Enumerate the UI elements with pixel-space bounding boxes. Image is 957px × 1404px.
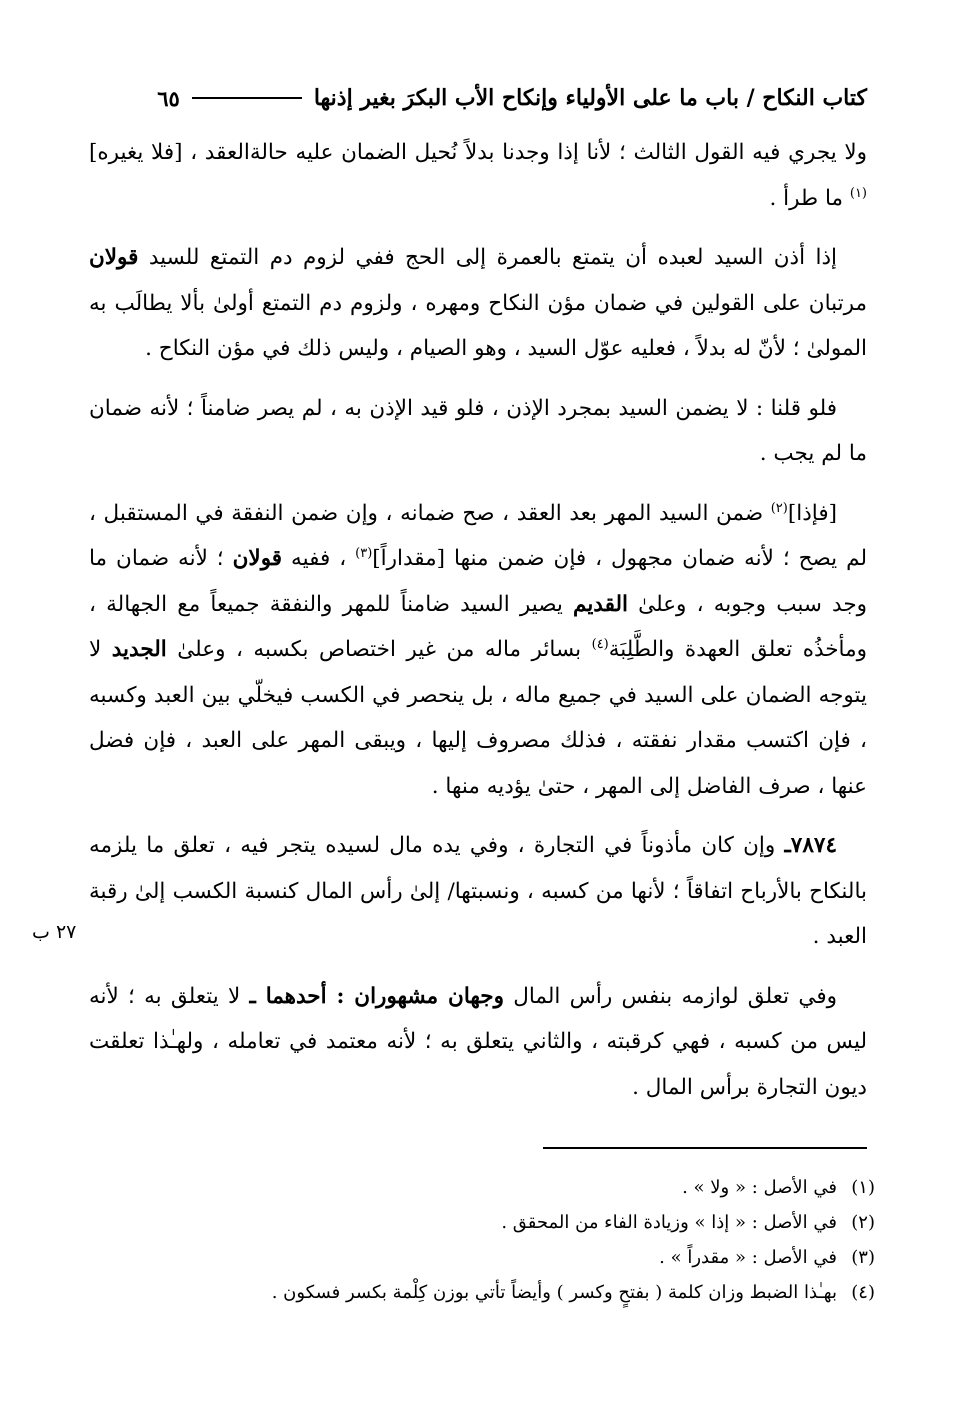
text-run: ما طرأ . bbox=[769, 185, 850, 211]
text-run: [فإذا] bbox=[787, 500, 837, 526]
paragraph-4 bbox=[89, 491, 867, 810]
bold-term: الجديد bbox=[111, 637, 167, 662]
bold-term: القديم bbox=[573, 591, 628, 617]
footnote-2 bbox=[85, 1205, 875, 1240]
header-rule bbox=[192, 97, 302, 99]
footnote-number: (٤) bbox=[851, 1282, 875, 1303]
text-run: وإن كان مأذوناً في التجارة ، وفي يده مال لسيده يتجر فيه ، تعلق ما يلزمه بالنكاح بالأرباح اتفاقاً ؛ لأنها من كسبه ، ونسبتها/ إلىٰ رأس المال كنسبة الكسب إلىٰ رقبة العبد . bbox=[89, 833, 867, 949]
footnote-text: في الأصل : « مقدراً » . bbox=[659, 1247, 837, 1268]
footnote-4 bbox=[85, 1275, 875, 1310]
footnote-ref-4[interactable]: (٤) bbox=[591, 636, 609, 652]
text-run: ؛ لأنه ضمان ما وجد سبب وجوبه ، وعلىٰ bbox=[89, 546, 867, 617]
bold-term: وجهان مشهوران : أحدهما ـ bbox=[249, 983, 504, 1009]
footnote-ref-2[interactable]: (٢) bbox=[770, 500, 788, 516]
main-text bbox=[89, 130, 867, 1110]
manuscript-folio-marker: ٢٧ ب bbox=[32, 921, 77, 943]
footnote-number: (٢) bbox=[851, 1212, 875, 1233]
paragraph-3 bbox=[89, 386, 867, 477]
footnote-number: (٣) bbox=[851, 1247, 875, 1268]
text-run: ، ففيه bbox=[282, 546, 356, 571]
page-number: ٦٥ bbox=[157, 85, 180, 111]
paragraph-2 bbox=[89, 235, 867, 372]
text-run: فلو قلنا : لا يضمن السيد بمجرد الإذن ، فلو قيد الإذن به ، لم يصر ضامناً ؛ لأنه ضمان ما لم يجب . bbox=[89, 395, 867, 466]
paragraph-5 bbox=[89, 823, 867, 960]
text-run: ضمن السيد المهر بعد العقد ، صح ضمانه ، وإن ضمن النفقة في المستقبل ، لم يصح ؛ لأنه ضمان مجهول ، فإن ضمن منها [مقداراً] bbox=[89, 500, 867, 571]
footnote-text: في الأصل : « ولا » . bbox=[682, 1177, 837, 1198]
issue-number: ٧٨٧٤ـ bbox=[784, 833, 837, 858]
running-header bbox=[87, 78, 867, 118]
footnote-3 bbox=[85, 1240, 875, 1275]
text-run: يصير السيد ضامناً للمهر والنفقة جميعاً مع الجهالة ، ومأخذُه تعلق العهدة والطَّلِبَة bbox=[89, 591, 867, 662]
footnotes bbox=[85, 1170, 875, 1310]
text-run: إذا أذن السيد لعبده أن يتمتع بالعمرة إلى الحج ففي لزوم دم التمتع للسيد bbox=[138, 245, 837, 270]
text-run: بسائر ماله من غير اختصاص بكسبه ، وعلىٰ bbox=[166, 637, 592, 662]
footnote-1 bbox=[85, 1170, 875, 1205]
paragraph-6 bbox=[89, 974, 867, 1111]
text-run: لا يتعلق به ؛ لأنه ليس من كسبه ، فهي كرقبته ، والثاني يتعلق به ؛ لأنه معتمد في تعامله ، ولهـٰذا تعلقت ديون التجارة برأس المال . bbox=[89, 983, 867, 1100]
text-run: مرتبان على القولين في ضمان مؤن النكاح ومهره ، ولزوم دم التمتع أولىٰ بألا يطالَب به المولىٰ ؛ لأنّ له بدلاً ، فعليه عوّل السيد ، وهو الصيام ، وليس ذلك في مؤن النكاح . bbox=[89, 290, 867, 361]
footnote-ref-3[interactable]: (٣) bbox=[355, 545, 373, 561]
footnote-ref-1[interactable]: (١) bbox=[849, 185, 867, 201]
paragraph-1 bbox=[89, 130, 867, 221]
header-title: كتاب النكاح / باب ما على الأولياء وإنكاح الأب البكرَ بغير إذنها bbox=[313, 85, 867, 111]
footnote-separator bbox=[543, 1147, 867, 1149]
bold-term: قولان bbox=[89, 245, 139, 270]
footnote-number: (١) bbox=[851, 1177, 875, 1198]
text-run: ولا يجري فيه القول الثالث ؛ لأنا إذا وجدنا بدلاً نُحيل الضمان عليه حالةالعقد ، [فلا يغيره] bbox=[89, 140, 867, 165]
footnote-text: في الأصل : « إذا » وزيادة الفاء من المحقق . bbox=[501, 1212, 837, 1233]
footnote-text: بهـٰذا الضبط وزان كلمة ( بفتحٍ وكسر ) وأيضاً تأتي بوزن كِلْمة بكسر فسكون . bbox=[271, 1282, 837, 1303]
text-run: لا يتوجه الضمان على السيد في جميع ماله ، بل ينحصر في الكسب فيخلّي بين العبد وكسبه ، فإن اكتسب مقدار نفقته ، فذلك مصروف إليها ، ويبقى المهر على العبد ، فإن فضل عنها ، صرف الفاضل إلى المهر ، حتىٰ يؤديه منها . bbox=[89, 637, 867, 799]
bold-term: قولان bbox=[232, 546, 283, 571]
text-run: وفي تعلق لوازمه بنفس رأس المال bbox=[503, 983, 837, 1009]
